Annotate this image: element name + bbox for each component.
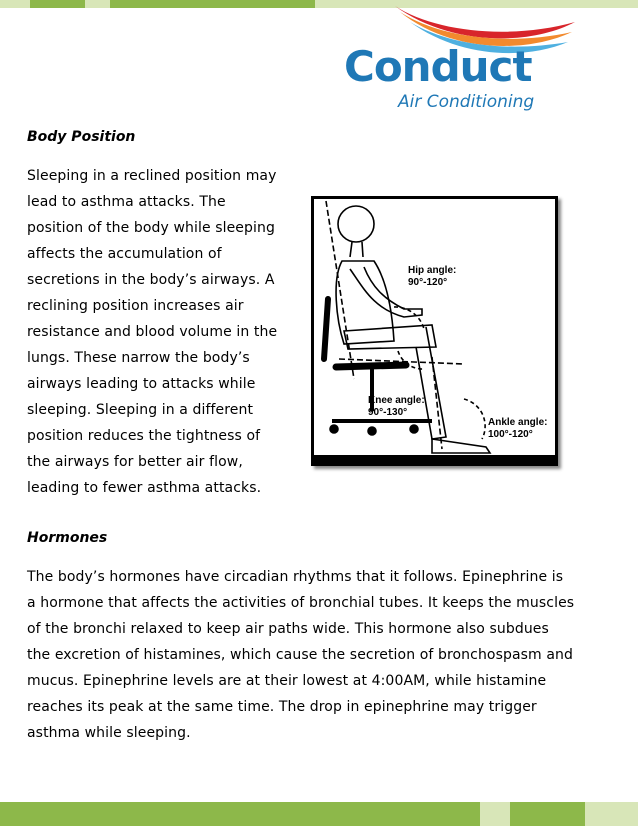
text-line: asthma while sleeping. bbox=[27, 725, 191, 741]
hormones-paragraph bbox=[27, 564, 617, 746]
text-line: reaches its peak at the same time. The drop in epinephrine may trigger bbox=[27, 699, 537, 715]
text-line: the excretion of histamines, which cause the secretion of bronchospasm and bbox=[27, 647, 573, 663]
text-line: affects the accumulation of bbox=[27, 246, 222, 262]
ankle-angle-title: Ankle angle: bbox=[488, 417, 548, 428]
logo-tagline: Air Conditioning bbox=[398, 92, 535, 112]
text-line: secretions in the body’s airways. A bbox=[27, 272, 275, 288]
top-bar-segment bbox=[0, 0, 30, 8]
bottom-bar-segment bbox=[0, 802, 480, 826]
knee-angle-label bbox=[368, 395, 425, 419]
bottom-bar-segment bbox=[480, 802, 510, 826]
knee-angle-value: 90°-130° bbox=[368, 407, 408, 418]
section-heading-body-position: Body Position bbox=[27, 129, 136, 145]
text-line: sleeping. Sleeping in a different bbox=[27, 402, 254, 418]
top-bar-segment bbox=[30, 0, 85, 8]
hip-angle-label bbox=[408, 265, 456, 289]
bottom-bar-segment bbox=[510, 802, 585, 826]
section-heading-hormones: Hormones bbox=[27, 530, 108, 546]
text-line: airways leading to attacks while bbox=[27, 376, 256, 392]
text-line: lungs. These narrow the body’s bbox=[27, 350, 250, 366]
bottom-bar-segment bbox=[585, 802, 638, 826]
text-line: position of the body while sleeping bbox=[27, 220, 275, 236]
text-line: of the bronchi relaxed to keep air paths wide. This hormone also subdues bbox=[27, 621, 549, 637]
text-line: resistance and blood volume in the bbox=[27, 324, 278, 340]
text-line: Sleeping in a reclined position may bbox=[27, 168, 277, 184]
top-bar-segment bbox=[110, 0, 315, 8]
ergonomic-posture-figure bbox=[311, 196, 558, 466]
hip-angle-value: 90°-120° bbox=[408, 277, 448, 288]
top-bar-segment bbox=[85, 0, 110, 8]
company-logo bbox=[340, 2, 580, 114]
ankle-angle-value: 100°-120° bbox=[488, 429, 533, 440]
knee-angle-title: Knee angle: bbox=[368, 395, 425, 406]
hip-angle-title: Hip angle: bbox=[408, 265, 457, 276]
ankle-angle-label bbox=[488, 417, 547, 441]
text-line: a hormone that affects the activities of bronchial tubes. It keeps the muscles bbox=[27, 595, 575, 611]
text-line: leading to fewer asthma attacks. bbox=[27, 480, 262, 496]
text-line: the airways for better air flow, bbox=[27, 454, 243, 470]
text-line: lead to asthma attacks. The bbox=[27, 194, 226, 210]
body-position-paragraph bbox=[27, 163, 297, 501]
text-line: position reduces the tightness of bbox=[27, 428, 261, 444]
text-line: reclining position increases air bbox=[27, 298, 244, 314]
text-line: mucus. Epinephrine levels are at their lowest at 4:00AM, while histamine bbox=[27, 673, 547, 689]
text-line: The body’s hormones have circadian rhythms that it follows. Epinephrine is bbox=[27, 569, 564, 585]
bottom-decorative-bar bbox=[0, 802, 638, 826]
logo-wordmark: Conduct bbox=[344, 42, 532, 91]
